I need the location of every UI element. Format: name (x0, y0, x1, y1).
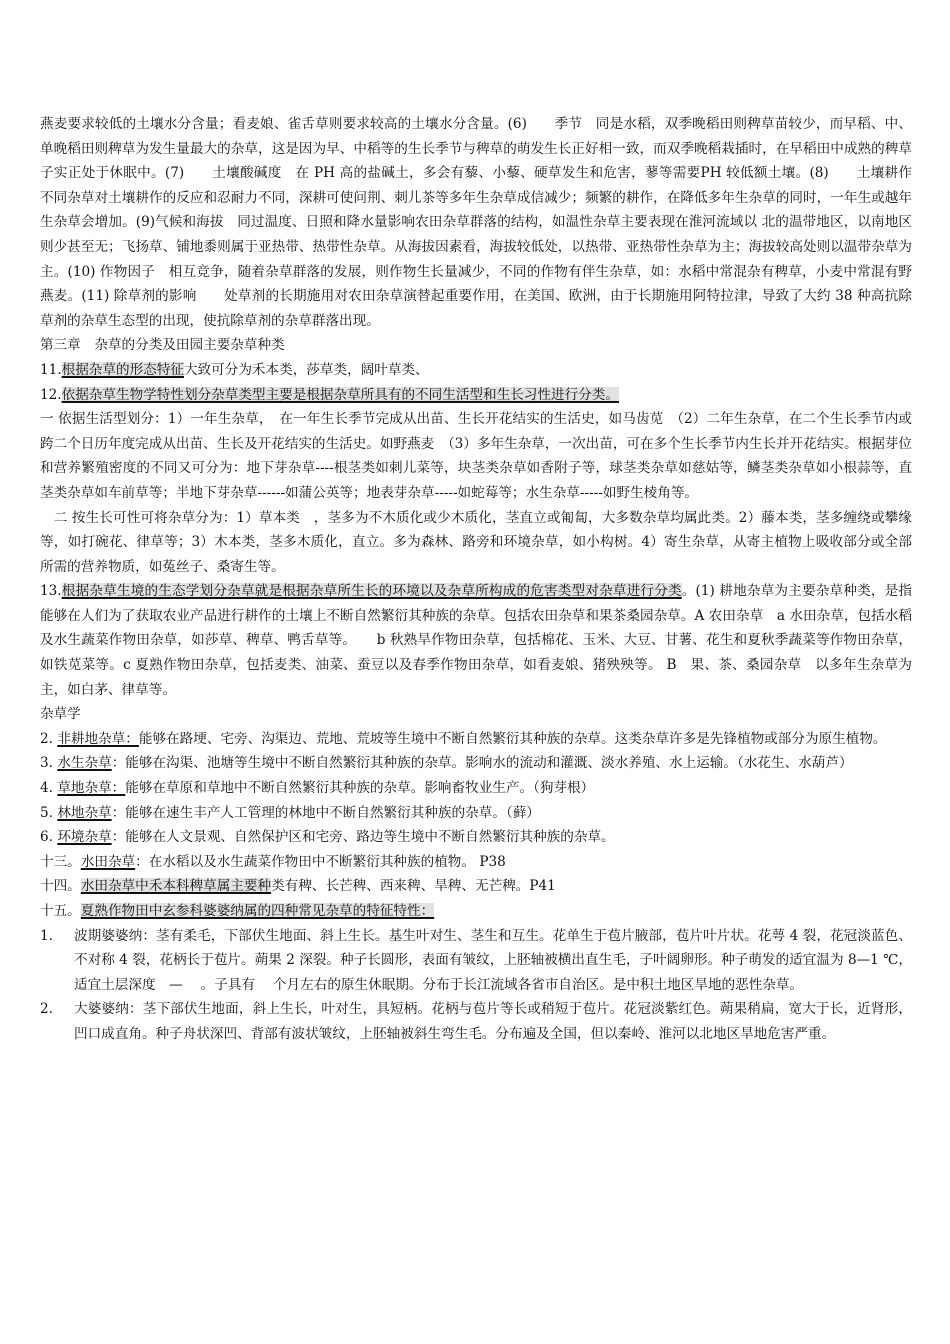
def-3-number: 3. (40, 755, 53, 772)
def-6-text: ：能够在人文景观、自然保护区和宅旁、路边等生境中不断自然繁衍其种族的杂草。 (111, 829, 615, 846)
def-3 (40, 751, 912, 776)
def-6-number: 6. (40, 829, 53, 846)
def-2-number: 2. (40, 730, 53, 747)
def-5-text: ：能够在速生丰产人工管理的林地中不断自然繁衍其种族的杂草。（藓） (111, 804, 540, 821)
paragraph-continued-factors: 燕麦要求较低的土壤水分含量；看麦娘、雀舌草则要求较高的土壤水分含量。(6) 季节 同是水稻，双季晚稻田则稗草苗较少，而早稻、中、单晚稻田则稗草为发生量最大的杂草，这是因为早、中稻等的生长季节与稗草的萌发生长正好相一致，而双季晚稻栽插时，在早稻田中成熟的稗草子实正处于休眠中。(7) 土壤酸碱度 在 PH 高的盐碱土，多会有藜、小藜、硬草发生和危害，蓼等需要PH 较低额土壤。(8) 土壤耕作 不同杂草对土壤耕作的反应和忍耐力不同，深耕可使问荆、刺儿茶等多年生杂草成信减少；频繁的耕作，在降低多年生杂草的同时，一年生或越年生杂草会增加。(9)气候和海拔 同过温度、日照和降水量影响农田杂草群落的结构，如温性杂草主要表现在淮河流域以 北的温带地区，以南地区则少甚至无；飞扬草、铺地黍则属于亚热带、热带性杂草。从海拔因素看，海拔较低处，以热带、亚热带性杂草为主；海拔较高处则以温带杂草为主。(10) 作物因子 相互竞争，随着杂草群落的发展，则作物生长量减少，不同的作物有伴生杂草，如：水稻中常混杂有稗草，小麦中常混有野燕麦。(11) 除草剂的影响 处草剂的长期施用对农田杂草演替起重要作用，在美国、欧洲，由于长期施用阿特拉津，导致了大约 38 种高抗除草剂的杂草生态型的出现，使抗除草剂的杂草群落出现。 (40, 116, 926, 329)
section-14-number: 十四。 (40, 878, 81, 895)
item-11-number: 11. (40, 361, 62, 378)
item-12 (40, 383, 912, 408)
section-14-highlight: 水田杂草中禾本科稗草属主要种 (80, 878, 272, 895)
list-item-2-text: 大婆婆纳：茎下部伏生地面，斜上生长，叶对生，具短柄。花柄与苞片等长或稍短于苞片。花冠淡紫红色。蒴果稍扁，宽大于长，近肾形，凹口成直角。种子舟状深凹、背部有波状皱纹，上胚轴被斜生弯生毛。分布遍及全国，但以秦岭、淮河以北地区旱地危害严重。 (74, 1001, 912, 1042)
weed-science-heading: 杂草学 (40, 706, 81, 723)
item-12-number: 12. (40, 386, 62, 403)
def-5 (40, 801, 912, 826)
def-4-term: 草地杂草： (57, 780, 126, 797)
list-item-1-text: 波期婆婆纳：茎有柔毛，下部伏生地面、斜上生长。基生叶对生、茎生和互生。花单生于苞片腋部，苞片叶片状。花萼 4 裂，花冠淡蓝色、不对称 4 裂，花柄长于苞片。蒴果 2 深裂。种子长圆形，表面有皱纹，上胚轴被横出直生毛，子叶阔卵形。种子萌发的适宜温为 8—1 ℃，适宜土层深度 — 。子具有 个月左右的原生休眠期。分布于长江流域各省市自治区。是中积土地区旱地的恶性杂草。 (74, 927, 912, 993)
item-13 (40, 579, 912, 702)
item-11 (40, 358, 912, 383)
section-13-number: 十三。 (40, 853, 81, 870)
item-11-text: 大致可分为禾本类，莎草类，阔叶草类、 (183, 361, 429, 378)
item-13-text: 。(1) 耕地杂草为主要杂草种类，是指能够在人们为了获取农业产品进行耕作的土壤上不断自然繁衍其种族的杂草。包括农田杂草和果茶桑园杂草。A 农田杂草 a 水田杂草，包括水稻及水生蔬菜作物田杂草，如莎草、稗草、鸭舌草等。 b 秋熟旱作物田杂草，包括棉花、玉米、大豆、甘薯、花生和夏秋季蔬菜等作物田杂草，如铁苋菜等。c 夏熟作物田杂草，包括麦类、油菜、蚕豆以及春季作物田杂草，如看麦娘、猪殃殃等。 B 果、茶、桑园杂草 以多年生杂草为主，如白茅、律草等。 (40, 583, 912, 698)
chapter-3-heading: 第三章 杂草的分类及田园主要杂草种类 (40, 337, 285, 354)
def-5-number: 5. (40, 804, 53, 821)
section-15 (40, 899, 912, 924)
section-13-term: 水田杂草 (80, 853, 136, 870)
list-item-1-number: 1. (40, 927, 53, 944)
item-13-highlight: 根据杂草生境的生态学划分杂草就是根据杂草所生长的环境以及杂草所构成的危害类型对杂草进行分类 (61, 583, 682, 600)
section-15-number: 十五。 (40, 903, 81, 919)
list-item-1 (40, 924, 912, 998)
paragraph-life-form: 一 依据生活型划分：1）一年生杂草， 在一年生长季节完成从出苗、生长开花结实的生活史，如马齿苋 （2）二年生杂草，在二个生长季节内或跨二个日历年度完成从出苗、生长及开花结实的生活史。如野燕麦 （3）多年生杂草，一次出苗，可在多个生长季节内生长并开花结实。根据芽位和营养繁殖密度的不同又可分为：地下芽杂草----根茎类如刺儿菜等，块茎类杂草如香附子等，球茎类杂草如慈姑等，鳞茎类杂草如小根蒜等，直茎类杂草如车前草等；半地下芽杂草------如蒲公英等；地表芽杂草-----如蛇莓等；水生杂草-----如野生棱角等。 (40, 411, 912, 501)
section-15-highlight: 夏熟作物田中玄参科婆婆纳属的四种常见杂草的特征特性： (80, 903, 435, 919)
def-3-text: ：能够在沟渠、池塘等生境中不断自然繁衍其种族的杂草。影响水的流动和灌溉、淡水养殖、水上运输。（水花生、水葫芦） (111, 755, 853, 772)
def-6-term: 环境杂草 (57, 829, 112, 846)
def-4-number: 4. (40, 780, 53, 797)
def-3-term: 水生杂草 (57, 755, 112, 772)
item-13-number: 13. (40, 583, 62, 600)
item-12-highlight: 依据杂草生物学特性划分杂草类型主要是根据杂草所具有的不同生活型和生长习性进行分类。 (61, 386, 619, 403)
section-14 (40, 874, 912, 899)
item-11-highlight: 根据杂草的形态特征 (61, 361, 184, 378)
def-4 (40, 776, 912, 801)
def-2-text: 能够在路埂、宅旁、沟渠边、荒地、荒坡等生境中不断自然繁衍其种族的杂草。这类杂草许多是先锋植物或部分为原生植物。 (138, 730, 887, 747)
paragraph-growth-habit: 二 按生长可性可将杂草分为：1）草本类 ，茎多为不木质化或少木质化，茎直立或匍匐，大多数杂草均属此类。2）藤本类，茎多缠绕或攀缘等，如打碗花、律草等；3）木本类，茎多木质化，直立。多为森林、路旁和环境杂草，如小构树。4）寄生杂草，从寄主植物上吸收部分或全部所需的营养物质，如菟丝子、桑寄生等。 (40, 509, 912, 575)
section-14-text: 类有稗、长芒稗、西来稗、旱稗、无芒稗。P41 (271, 878, 556, 895)
def-2 (40, 727, 912, 752)
document-page (40, 112, 926, 1312)
list-item-2 (40, 997, 912, 1046)
def-4-text: 能够在草原和草地中不断自然繁衍其种族的杂草。影响畜牧业生产。（狗芽根） (125, 780, 595, 797)
def-6 (40, 825, 912, 850)
def-5-term: 林地杂草 (57, 804, 112, 821)
section-13-text: ：在水稻以及水生蔬菜作物田中不断繁衍其种族的植物。 P38 (135, 853, 506, 870)
list-item-2-number: 2. (40, 1001, 53, 1018)
def-2-term: 非耕地杂草： (57, 730, 139, 747)
section-13 (40, 850, 912, 875)
